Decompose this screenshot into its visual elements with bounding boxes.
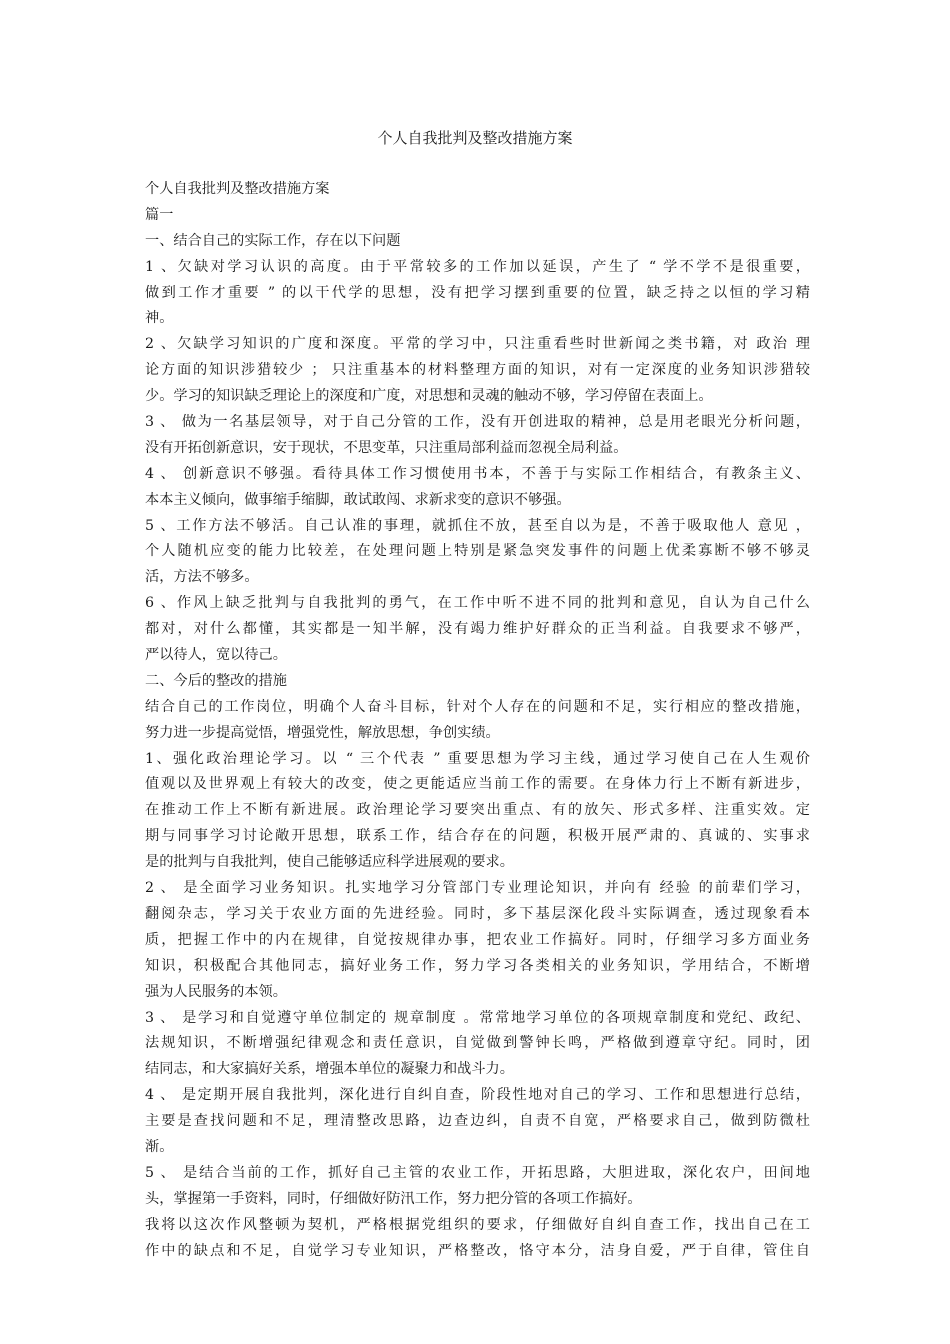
text-line: 结合自己的工作岗位，明确个人奋斗目标，针对个人存在的问题和不足，实行相应的整改措施， <box>145 698 810 715</box>
text-line: 质，把握工作中的内在规律，自觉按规律办事，把农业工作搞好。同时，仔细学习多方面业务 <box>145 931 810 948</box>
text-line: 4 、 是定期开展自我批判，深化进行自纠自查，阶段性地对自己的学习、工作和思想进行总结， <box>145 1087 810 1104</box>
text-line: 期与同事学习讨论敞开思想，联系工作，结合存在的问题，积极开展严肃的、真诚的、实事求 <box>145 828 810 845</box>
text-line: 3 、 是学习和自觉遵守单位制定的 规章制度 。常常地学习单位的各项规章制度和党纪、政纪、 <box>145 1009 810 1026</box>
text-line: 作中的缺点和不足，自觉学习专业知识，严格整改，恪守本分，洁身自爱，严于自律，管住自 <box>145 1242 810 1259</box>
text-line: 少。学习的知识缺乏理论上的深度和广度，对思想和灵魂的触动不够，学习停留在表面上。 <box>145 388 713 405</box>
text-line: 强为人民服务的本领。 <box>145 983 287 1000</box>
text-line: 2 、 是全面学习业务知识。扎实地学习分管部门专业理论知识，并向有 经验 的前辈们学习， <box>145 880 810 897</box>
text-line: 4 、 创新意识不够强。看待具体工作习惯使用书本，不善于与实际工作相结合，有教条主义、 <box>145 465 810 482</box>
text-line: 1 、欠缺对学习认识的高度。由于平常较多的工作加以延误，产生了 “ 学不学不是很重要， <box>145 258 810 275</box>
text-line: 主要是查找问题和不足，理清整改思路，边查边纠，自责不自宽，严格要求自己，做到防微杜 <box>145 1113 810 1130</box>
text-line: 5 、工作方法不够活。自己认准的事理，就抓住不放，甚至自以为是，不善于吸取他人 意见 ， <box>145 517 810 534</box>
text-line: 篇一 <box>145 206 174 223</box>
document-title: 个人自我批判及整改措施方案 <box>377 129 573 147</box>
text-line: 是的批判与自我批判，使自己能够适应科学进展观的要求。 <box>145 854 514 871</box>
text-line: 法规知识，不断增强纪律观念和责任意识，自觉做到警钟长鸣，严格做到遵章守纪。同时，团 <box>145 1035 810 1052</box>
text-line: 个人随机应变的能力比较差，在处理问题上特别是紧急突发事件的问题上优柔寡断不够不够灵 <box>145 543 810 560</box>
text-line: 头，掌握第一手资料，同时，仔细做好防汛工作，努力把分管的各项工作搞好。 <box>145 1190 642 1207</box>
text-line: 个人自我批判及整改措施方案 <box>145 181 330 197</box>
text-line: 结同志，和大家搞好关系，增强本单位的凝聚力和战斗力。 <box>145 1061 514 1078</box>
text-line: 做到工作才重要 ” 的以干代学的思想，没有把学习摆到重要的位置，缺乏持之以恒的学习精 <box>145 284 810 301</box>
text-line: 值观以及世界观上有较大的改变，使之更能适应当前工作的需要。在身体力行上不断有新进步， <box>145 776 810 793</box>
text-line: 2 、欠缺学习知识的广度和深度。平常的学习中，只注重看些时世新闻之类书籍，对 政治 理 <box>145 336 810 353</box>
text-line: 知识，积极配合其他同志，搞好业务工作，努力学习各类相关的业务知识，学用结合，不断增 <box>145 957 810 974</box>
text-line: 一、结合自己的实际工作，存在以下问题 <box>145 232 401 249</box>
text-line: 1、强化政治理论学习。以 “ 三个代表 ” 重要思想为学习主线，通过学习使自己在人生观价 <box>145 750 810 767</box>
text-line: 翻阅杂志，学习关于农业方面的先进经验。同时，多下基层深化段斗实际调查，透过现象看本 <box>145 905 810 922</box>
text-line: 我将以这次作风整顿为契机，严格根据党组织的要求，仔细做好自纠自查工作，找出自己在工 <box>145 1216 810 1233</box>
text-line: 二、今后的整改的措施 <box>145 672 287 689</box>
text-line: 在推动工作上不断有新进展。政治理论学习要突出重点、有的放矢、形式多样、注重实效。定 <box>145 802 810 819</box>
text-line: 严以待人，宽以待己。 <box>145 647 287 664</box>
text-line: 3 、 做为一名基层领导，对于自己分管的工作，没有开创进取的精神，总是用老眼光分析问题， <box>145 414 810 431</box>
text-line: 没有开拓创新意识，安于现状，不思变革，只注重局部利益而忽视全局利益。 <box>145 439 628 456</box>
text-line: 5 、 是结合当前的工作，抓好自己主管的农业工作，开拓思路，大胆进取，深化农户，田间地 <box>145 1164 810 1181</box>
text-line: 努力进一步提高觉悟，增强党性，解放思想，争创实绩。 <box>145 724 500 741</box>
document-body <box>145 177 810 1264</box>
text-line: 论方面的知识涉猎较少 ； 只注重基本的材料整理方面的知识，对有一定深度的业务知识涉猎较 <box>145 362 810 379</box>
text-line: 6 、作风上缺乏批判与自我批判的勇气，在工作中听不进不同的批判和意见，自认为自己什么 <box>145 595 810 612</box>
text-line: 本本主义倾向，做事缩手缩脚，敢试敢闯、求新求变的意识不够强。 <box>145 491 571 508</box>
text-line: 活，方法不够多。 <box>145 569 259 586</box>
text-line: 神。 <box>145 310 174 327</box>
text-line: 都对，对什么都懂，其实都是一知半解，没有竭力维护好群众的正当利益。自我要求不够严， <box>145 621 810 638</box>
text-line: 渐。 <box>145 1138 174 1155</box>
